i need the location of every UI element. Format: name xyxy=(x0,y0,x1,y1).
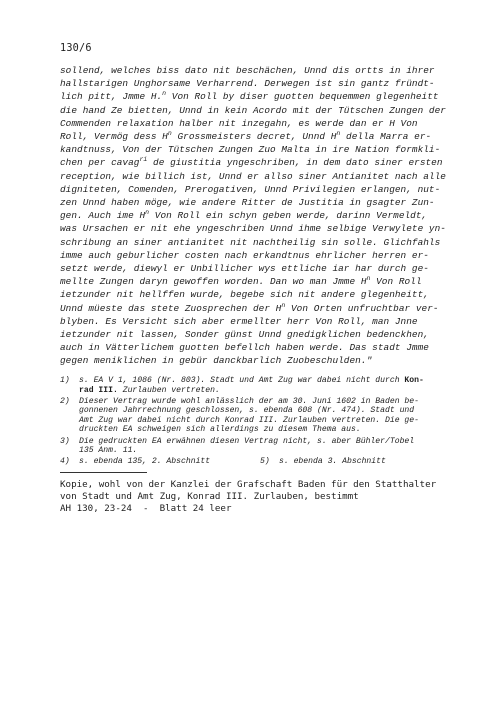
footnote-line: Die gedruckten EA erwähnen diesen Vertrag nicht, s. aber Bühler/Tobel xyxy=(79,436,415,446)
body-line: Roll, Vermög dess H xyxy=(60,131,168,143)
body-line: ietzunder nit hellffen wurde, begebe sich nit andere glegenheitt, xyxy=(60,289,429,301)
superscript: n xyxy=(366,275,371,283)
footnote-line: Dieser Vertrag wurde wohl anlässlich der am 30. Juni 1602 in Baden be- xyxy=(79,396,419,406)
footnote-text xyxy=(79,437,414,456)
superscript: ri xyxy=(139,156,148,164)
body-line: hallstarigen Unghorsame Verharrend. Derwegen ist sin gantz fründt- xyxy=(60,78,435,90)
footnote-line: Amt Zug war dabei nicht durch Konrad III. Zurlauben vertreten. Die ge- xyxy=(79,415,419,425)
footnote-line: s. EA V 1, 1086 (Nr. 803). Stadt und Amt Zug war dabei nicht durch xyxy=(79,376,405,385)
footnote-number: 4) xyxy=(60,457,70,467)
body-line: Von Orten unfruchtbar ver- xyxy=(285,302,439,314)
body-line: Von Roll xyxy=(370,276,422,288)
footnote-line: gonnenen Jahrrechnung geschlossen, s. ebenda 608 (Nr. 474). Stadt und xyxy=(79,406,415,416)
body-line: sollend, welches biss dato nit beschächen, Unnd dis ortts in ihrer xyxy=(60,65,435,76)
body-line: kandtnuss, Von der Tütschen Zungen Zuo Malta in ire Nation formkli- xyxy=(60,144,441,156)
footnote-row xyxy=(60,457,460,468)
body-line: digniteten, Comenden, Prerogativen, Unnd Privilegien erlangen, nut- xyxy=(60,183,441,195)
footnote xyxy=(260,457,460,467)
body-line: setzt werde, diewyl er Unbillicher wys ettliche iar har durch ge- xyxy=(60,263,429,275)
body-line: gegen meniklichen in gebür danckbarlich Zuobeschulden." xyxy=(60,355,373,367)
source-line: von Stadt und Amt Zug, Konrad III. Zurlauben, bestimmt xyxy=(60,491,359,503)
footnotes xyxy=(60,376,460,468)
footnote xyxy=(60,397,460,435)
body-line: Von Roll by diser guotten bequemmen glegenheitt xyxy=(166,91,439,103)
body-line: reception, wie billich ist, Unnd er allso siner Antianitet nach alle xyxy=(60,170,446,182)
body-line: blyben. Es Versicht sich aber ermellter herr Von Roll, man Jnne xyxy=(60,315,418,327)
body-line: lich pitt, Jmme H. xyxy=(60,91,163,103)
separator-rule xyxy=(60,472,147,473)
body-line: schribung an siner antianitet nit nachtheilig sin solle. Glichfahls xyxy=(60,236,441,248)
footnote-number: 3) xyxy=(60,436,70,446)
page-number: 130/6 xyxy=(60,43,92,54)
footnote-line: 135 Anm. 11. xyxy=(79,446,138,456)
body-line: de giustitia yngeschriben, in dem dato siner ersten xyxy=(147,157,443,169)
footnote xyxy=(60,437,460,456)
source-line: AH 130, 23-24 - Blatt 24 leer xyxy=(60,503,232,515)
footnote xyxy=(60,376,460,395)
footnote xyxy=(60,457,260,467)
bold-name: rad III. xyxy=(79,385,118,395)
body-line: mellte Zungen daryn gewoffen worden. Dan wo man Jmme H xyxy=(60,276,367,288)
body-line: Von Roll ein schyn geben werde, darinn Vermeldt, xyxy=(149,210,428,222)
body-line: Unnd müeste das stete Zuosprechen der H xyxy=(60,302,282,314)
superscript: n xyxy=(281,301,286,309)
footnote-line: druckten EA schweigen sich allerdings zu diesem Thema aus. xyxy=(79,425,361,435)
body-line: Grossmeisters decret, Unnd H xyxy=(171,131,337,143)
body-line: imme auch geburlicher costen nach erkandtnus ehrlicher herren er- xyxy=(60,249,429,261)
footnote-line: Zurlauben vertreten. xyxy=(117,385,220,395)
superscript: n xyxy=(167,130,172,138)
body-line: chen per cavag xyxy=(60,157,140,169)
source-note xyxy=(60,479,436,516)
footnote-text: s. ebenda 3. Abschnitt xyxy=(279,457,386,467)
body-line: della Marra er- xyxy=(340,131,432,143)
body-line: Commenden relaxation halber nit inzegahn, es werde dan er H Von xyxy=(60,117,418,129)
footnote-text xyxy=(79,376,424,395)
superscript: n xyxy=(145,209,150,217)
body-line: auch in Vätterlichem guotten befellch haben werde. Das stadt Jmme xyxy=(60,342,429,354)
bold-name: Kon- xyxy=(404,376,424,385)
body-line: was Ursachen er nit ehe yngeschriben Unnd ihme selbige Verwylete yn- xyxy=(60,223,446,235)
footnote-text xyxy=(79,397,419,435)
footnote-number: 1) xyxy=(60,376,70,385)
footnote-number: 2) xyxy=(60,396,70,406)
footnote-number: 5) xyxy=(260,457,270,467)
footnote-text: s. ebenda 135, 2. Abschnitt xyxy=(79,457,211,467)
superscript: n xyxy=(336,130,341,138)
body-line: die hand Ze bietten, Unnd in kein Acordo mit der Tütschen Zungen der xyxy=(60,104,446,116)
source-line: Kopie, wohl von der Kanzlei der Grafschaft Baden für den Statthalter xyxy=(60,479,437,490)
body-line: ietzunder nit lassen, Sonder günst Unnd gnedigklichen bedenckhen, xyxy=(60,329,429,341)
body-line: gen. Auch ime H xyxy=(60,210,146,222)
transcription-body xyxy=(60,64,446,368)
superscript: n xyxy=(162,90,167,98)
body-line: zen Unnd haben möge, wie andere Ritter de Justitia in gsagter Zun- xyxy=(60,197,435,209)
